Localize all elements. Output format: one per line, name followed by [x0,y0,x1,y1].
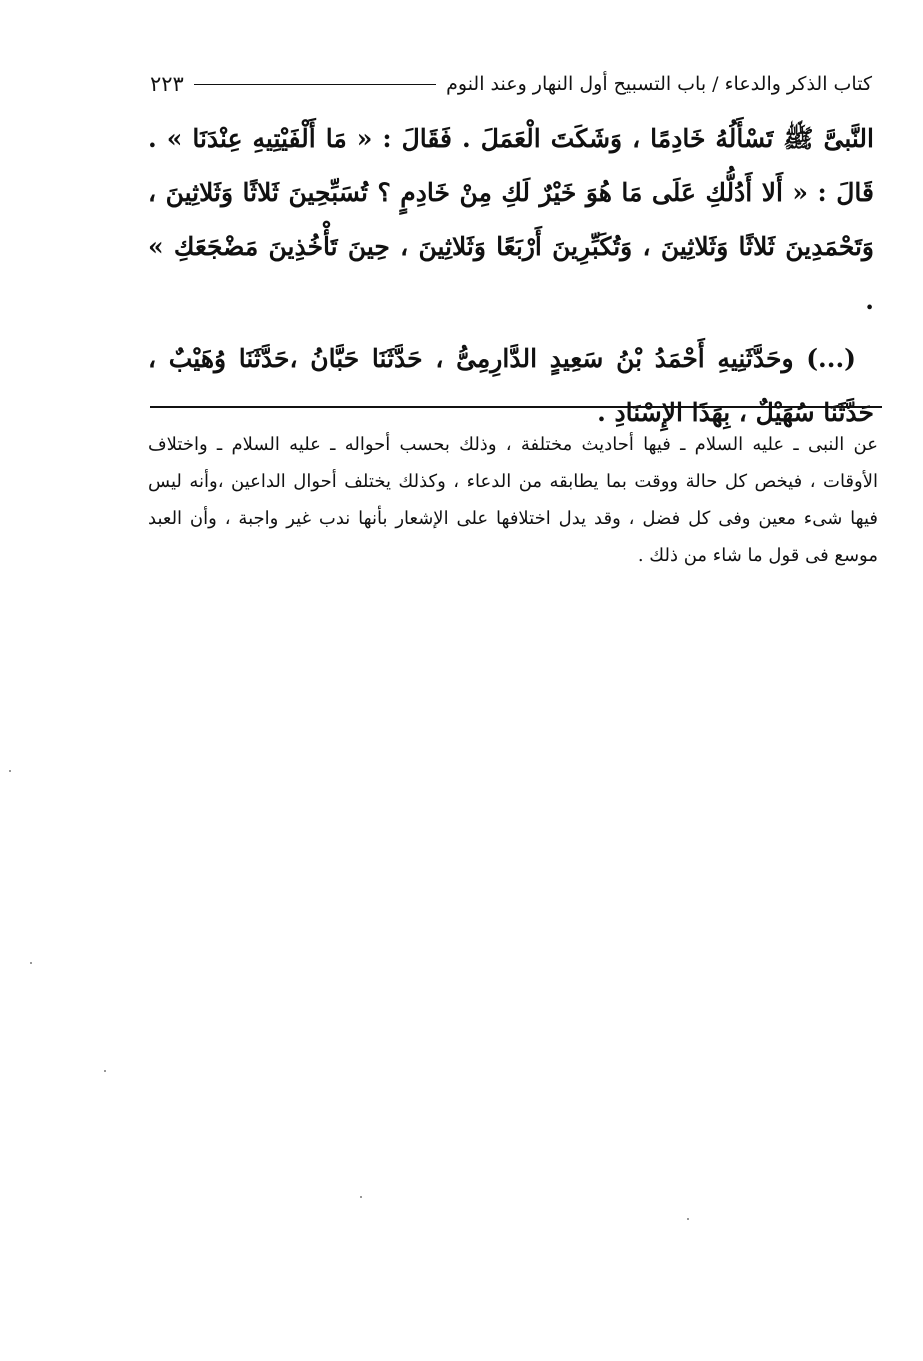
running-title: كتاب الذكر والدعاء / باب التسبيح أول النهار وعند النوم [446,73,872,95]
footnote-text: عن النبى ـ عليه السلام ـ فيها أحاديث مختلفة ، وذلك بحسب أحواله ـ عليه السلام ـ واختلاف الأوقات ، فيخص كل حالة ووقت بما يطابقه من الدعاء ، وكذلك يختلف أحوال الداعين ،وأنه ليس فيها شىء معين وفى كل فضل ، وقد يدل اختلافها على الإشعار بأنها ندب غير واجبة ، وأن العبد موسع فى قول ما شاء من ذلك . [148,434,878,566]
scan-speck [30,962,32,964]
footnote-divider [150,406,882,408]
scan-speck [9,770,11,772]
isnad-paragraph: (...) وحَدَّثَنِيهِ أَحْمَدُ بْنُ سَعِيدٍ الدَّارِمِىُّ ، حَدَّثَنَا حَبَّانُ ،حَدَّثَنَا وُهَيْبٌ ، حَدَّثَنَا سُهَيْلٌ ، بِهَذَا الإِسْنَادِ . [148,344,874,427]
page-header [150,68,872,100]
hadith-paragraph: النَّبىَّ ﷺ تَسْأَلُهُ خَادِمًا ، وَشَكَتَ الْعَمَلَ . فَقَالَ : « مَا أَلْفَيْتِيهِ عِنْدَنَا » . قَالَ : « أَلا أَدُلُّكِ عَلَى مَا هُوَ خَيْرٌ لَكِ مِنْ خَادِمٍ ؟ تُسَبِّحِينَ ثَلاثًا وَثَلاثِينَ ، وَتَحْمَدِينَ ثَلاثًا وَثَلاثِينَ ، وَتُكَبِّرِينَ أَرْبَعًا وَثَلاثِينَ ، حِينَ تَأْخُذِينَ مَضْجَعَكِ » . [148,124,874,315]
page-number: ٢٢٣ [150,72,184,96]
scan-speck [360,1196,362,1198]
main-text [148,112,874,440]
header-rule [194,84,436,85]
scan-speck [687,1218,689,1220]
scan-speck [104,1070,106,1072]
